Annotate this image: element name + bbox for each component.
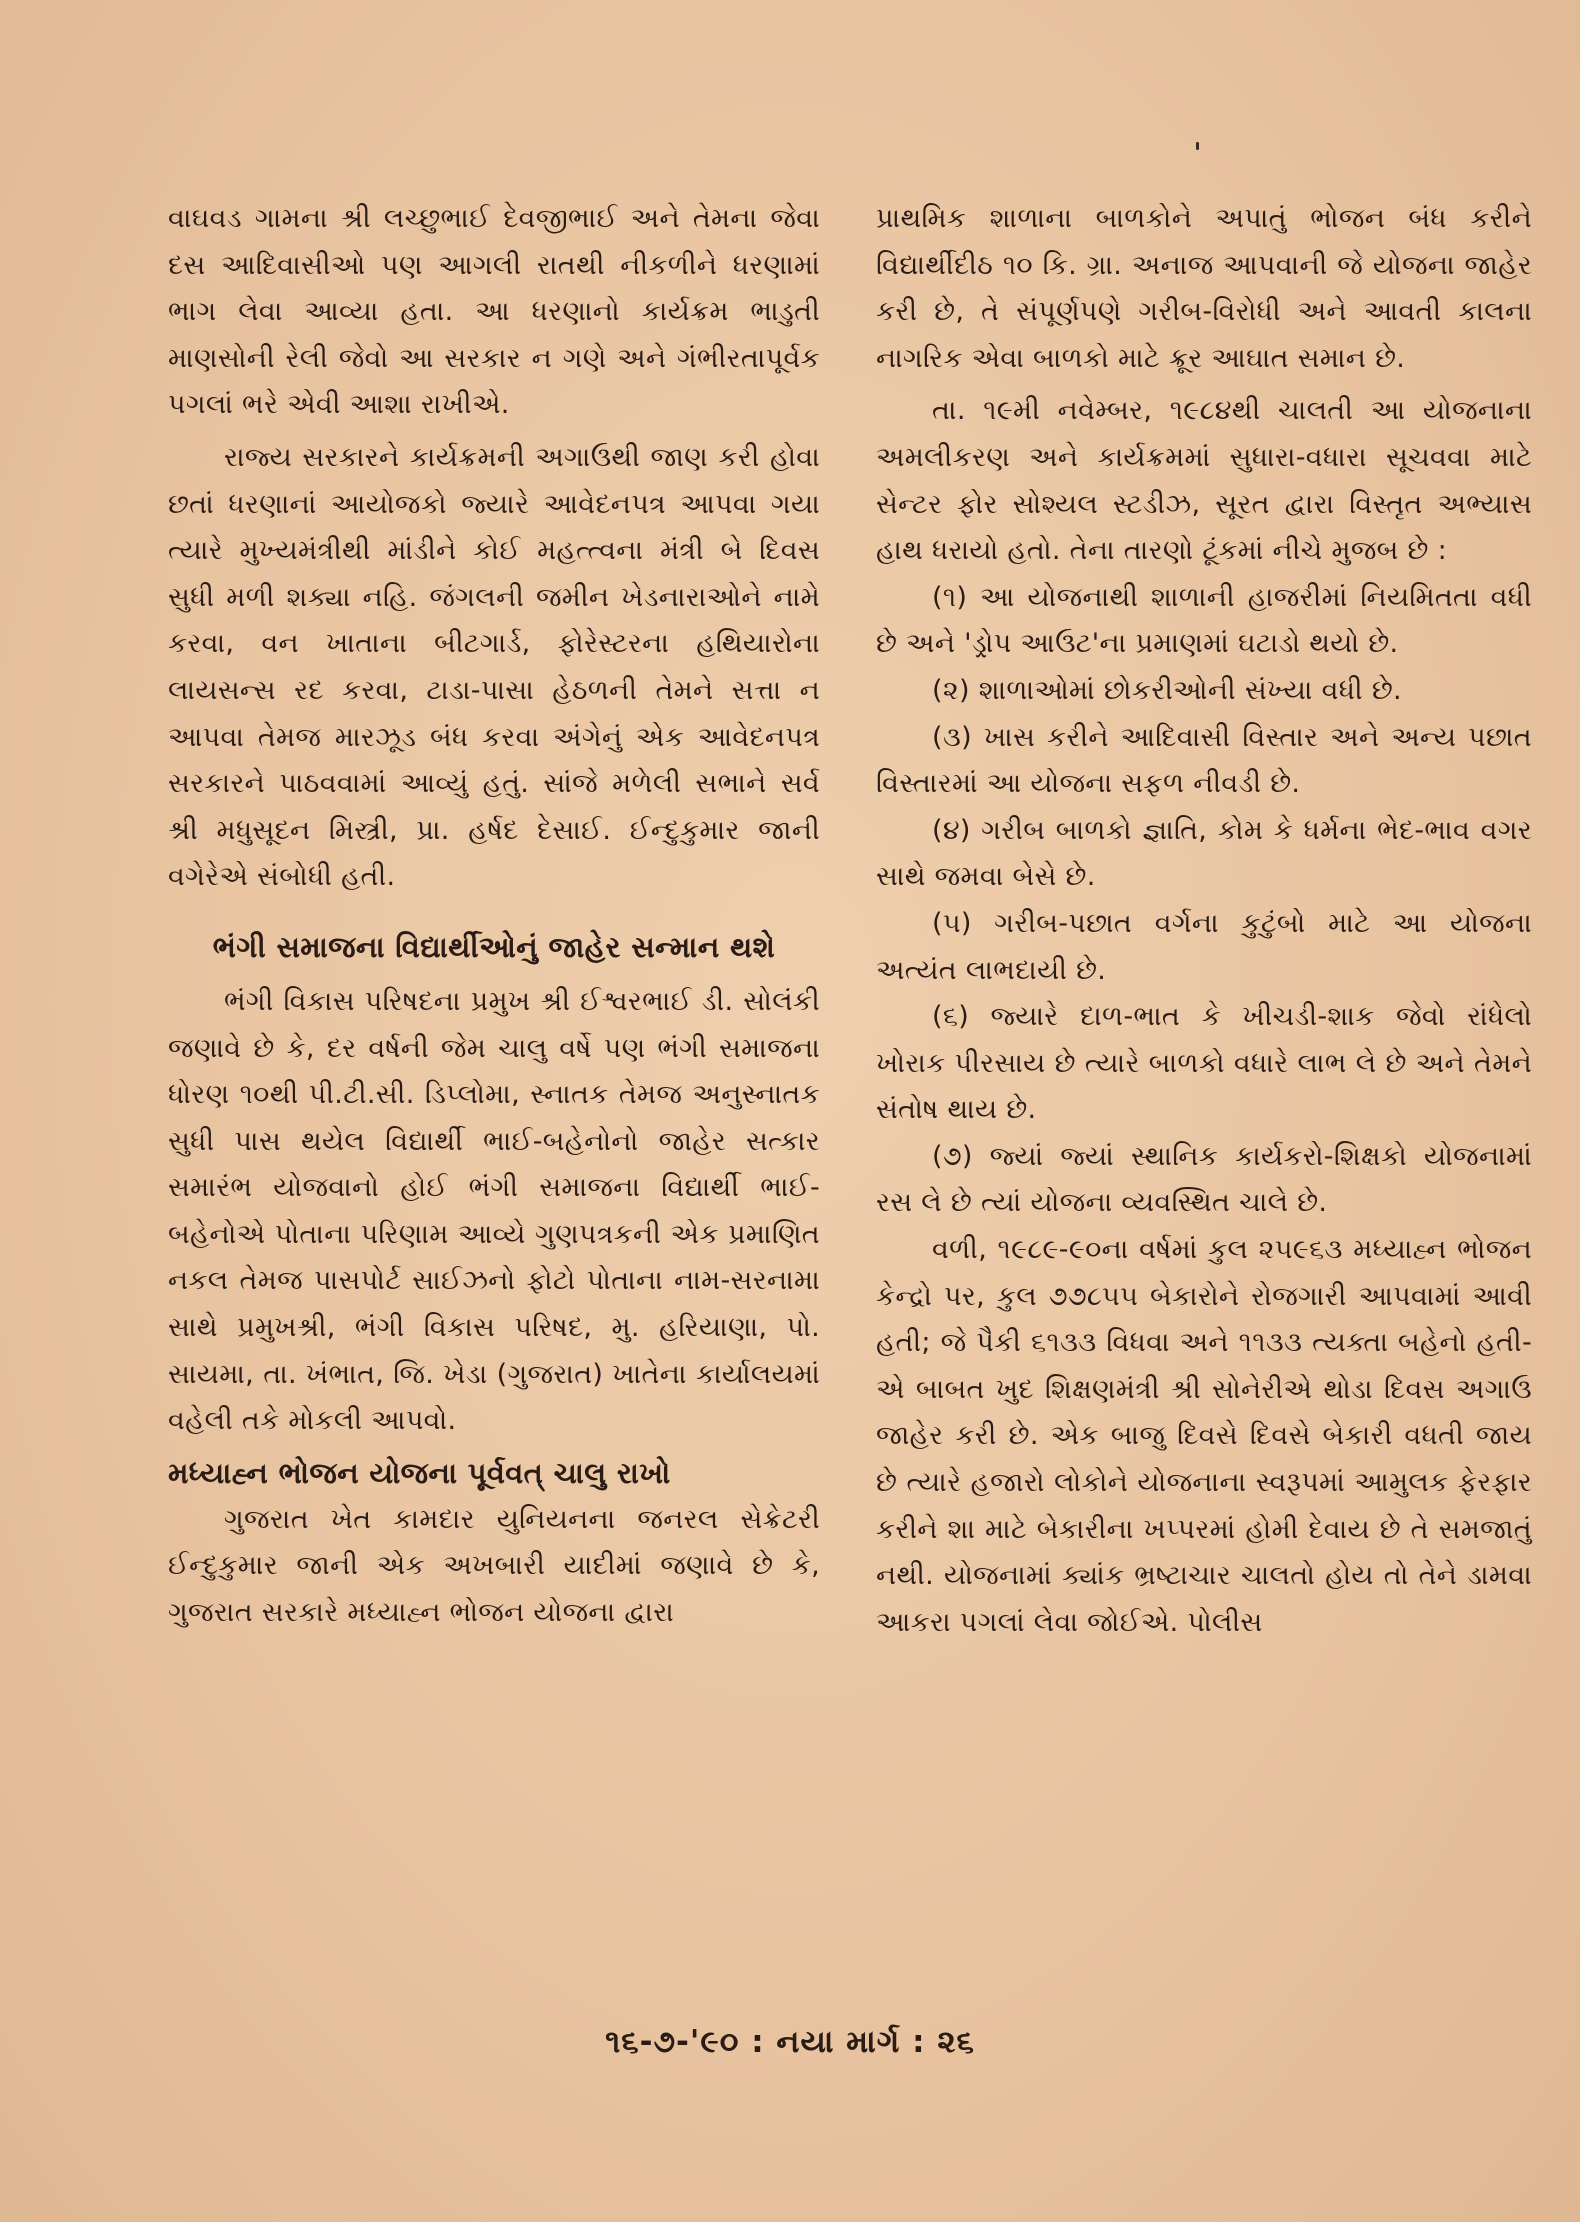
page-footer: ૧૬-૭-'૯૦ : નયા માર્ગ : ૨૬ <box>605 2024 975 2060</box>
article-heading-midday-meal: મધ્યાહ્ન ભોજન યોજના પૂર્વવત્ ચાલુ રાખો <box>168 1455 671 1490</box>
finding-item: (૪) ગરીબ બાળકો જ્ઞાતિ, કોમ કે ધર્મના ભેદ-ભાવ વગર સાથે જમવા બેસે છે. <box>876 814 1532 893</box>
finding-item: (૫) ગરીબ-પછાત વર્ગના કુટુંબો માટે આ યોજના અત્યંત લાભદાયી છે. <box>876 907 1532 986</box>
finding-item: (૩) ખાસ કરીને આદિવાસી વિસ્તાર અને અન્ય પછાત વિસ્તારમાં આ યોજના સફળ નીવડી છે. <box>876 721 1532 800</box>
paragraph-study-findings-intro: તા. ૧૯મી નવેમ્બર, ૧૯૮૪થી ચાલતી આ યોજનાના અમલીકરણ અને કાર્યક્રમમાં સુધારા-વધારા સૂચવવા માટે સેન્ટર ફોર સોશ્યલ સ્ટડીઝ, સૂરત દ્વારા વિસ્તૃત અભ્યાસ હાથ ધરાયો હતો. તેના તારણો ટૂંકમાં નીચે મુજબ છે : <box>876 395 1532 567</box>
paragraph-meal-scheme-continued: પ્રાથમિક શાળાના બાળકોને અપાતું ભોજન બંધ કરીને વિદ્યાર્થીદીઠ ૧૦ કિ. ગ્રા. અનાજ આપવાની જે યોજના જાહેર કરી છે, તે સંપૂર્ણપણે ગરીબ-વિરોધી અને આવતી કાલના નાગરિક એવા બાળકો માટે ક્રૂર આઘાત સમાન છે. <box>876 203 1532 374</box>
print-mark <box>1196 142 1199 150</box>
article-heading-bhangi-students: ભંગી સમાજના વિદ્યાર્થીઓનું જાહેર સન્માન થશે <box>212 929 776 964</box>
paragraph-memorandum: રાજ્ય સરકારને કાર્યક્રમની અગાઉથી જાણ કરી હોવા છતાં ધરણાનાં આયોજકો જ્યારે આવેદનપત્ર આપવા ગયા ત્યારે મુખ્યમંત્રીથી માંડીને કોઈ મહત્ત્વના મંત્રી બે દિવસ સુધી મળી શક્યા નહિ. જંગલની જમીન ખેડનારાઓને નામે કરવા, વન ખાતાના બીટગાર્ડ, ફોરેસ્ટરના હથિયારોના લાયસન્સ રદ કરવા, ટાડા-પાસા હેઠળની તેમને સત્તા ન આપવા તેમજ મારઝૂડ બંધ કરવા અંગેનું એક આવેદનપત્ર સરકારને પાઠવવામાં આવ્યું હતું. સાંજે મળેલી સભાને સર્વ શ્રી મધુસૂદન મિસ્ત્રી, પ્રા. હર્ષદ દેસાઈ. ઈન્દુકુમાર જાની વગેરેએ સંબોધી હતી. <box>168 441 820 893</box>
paragraph-bhangi-students: ભંગી વિકાસ પરિષદના પ્રમુખ શ્રી ઈશ્વરભાઈ ડી. સોલંકી જણાવે છે કે, દર વર્ષની જેમ ચાલુ વર્ષે પણ ભંગી સમાજના ધોરણ ૧૦થી પી.ટી.સી. ડિપ્લોમા, સ્નાતક તેમજ અનુસ્નાતક સુધી પાસ થયેલ વિદ્યાર્થી ભાઈ-બહેનોનો જાહેર સત્કાર સમારંભ યોજવાનો હોઈ ભંગી સમાજના વિદ્યાર્થી ભાઈ-બહેનોએ પોતાના પરિણામ આવ્યે ગુણપત્રકની એક પ્રમાણિત નકલ તેમજ પાસપોર્ટ સાઈઝનો ફોટો પોતાના નામ-સરનામા સાથે પ્રમુખશ્રી, ભંગી વિકાસ પરિષદ, મુ. હરિયાણા, પો. સાયમા, તા. ખંભાત, જિ. ખેડા (ગુજરાત) ખાતેના કાર્યાલયમાં વહેલી તકે મોકલી આપવો. <box>168 985 820 1437</box>
paragraph-dharna-conclusion: વાઘવડ ગામના શ્રી લચ્છુભાઈ દેવજીભાઈ અને તેમના જેવા દસ આદિવાસીઓ પણ આગલી રાતથી નીકળીને ધરણામાં ભાગ લેવા આવ્યા હતા. આ ધરણાનો કાર્યક્રમ ભાડુતી માણસોની રેલી જેવો આ સરકાર ન ગણે અને ગંભીરતાપૂર્વક પગલાં ભરે એવી આશા રાખીએ. <box>168 203 820 421</box>
right-column <box>876 196 1532 1646</box>
finding-item: (૭) જ્યાં જ્યાં સ્થાનિક કાર્યકરો-શિક્ષકો યોજનામાં રસ લે છે ત્યાં યોજના વ્યવસ્થિત ચાલે છે. <box>876 1140 1532 1219</box>
paragraph-midday-meal-intro: ગુજરાત ખેત કામદાર યુનિયનના જનરલ સેક્રેટરી ઈન્દુકુમાર જાની એક અખબારી યાદીમાં જણાવે છે કે, ગુજરાત સરકારે મધ્યાહ્ન ભોજન યોજના દ્વારા <box>168 1503 820 1629</box>
paragraph-employment-figures: વળી, ૧૯૮૯-૯૦ના વર્ષમાં કુલ ૨૫૯૬૩ મધ્યાહ્ન ભોજન કેન્દ્રો પર, કુલ ૭૭૮૫૫ બેકારોને રોજગારી આપવામાં આવી હતી; જે પૈકી ૬૧૩૩ વિધવા અને ૧૧૩૩ ત્યક્તા બહેનો હતી-એ બાબત ખુદ શિક્ષણમંત્રી શ્રી સોનેરીએ થોડા દિવસ અગાઉ જાહેર કરી છે. એક બાજુ દિવસે દિવસે બેકારી વધતી જાય છે ત્યારે હજારો લોકોને યોજનાના સ્વરૂપમાં આમુલક ફેરફાર કરીને શા માટે બેકારીના ખપ્પરમાં હોમી દેવાય છે તે સમજાતું નથી. યોજનામાં ક્યાંક ભ્રષ્ટાચાર ચાલતો હોય તો તેને ડામવા આકરા પગલાં લેવા જોઈએ. પોલીસ <box>876 1234 1532 1638</box>
finding-item: (૨) શાળાઓમાં છોકરીઓની સંખ્યા વધી છે. <box>932 674 1402 706</box>
finding-item: (૬) જ્યારે દાળ-ભાત કે ખીચડી-શાક જેવો રાંધેલો ખોરાક પીરસાય છે ત્યારે બાળકો વધારે લાભ લે છે અને તેમને સંતોષ થાય છે. <box>876 1001 1532 1126</box>
finding-item: (૧) આ યોજનાથી શાળાની હાજરીમાં નિયમિતતા વધી છે અને 'ડ્રોપ આઉટ'ના પ્રમાણમાં ઘટાડો થયો છે. <box>876 581 1532 660</box>
left-column <box>168 196 820 1637</box>
